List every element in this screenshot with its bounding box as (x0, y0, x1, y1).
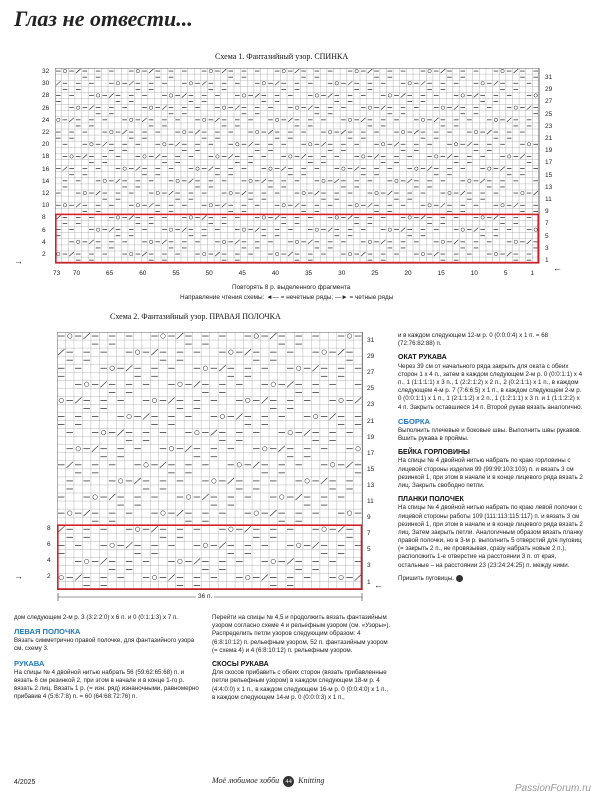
paragraph: и в каждом следующем 12-м р. 0 (0:0:0:4) x 1 п. = 68 (72:76:82:88) п. (398, 332, 549, 348)
row-number: 5 (367, 546, 371, 554)
page-number: 44 (283, 776, 294, 787)
text-column-3 (398, 332, 584, 584)
column-number: 30 (338, 270, 346, 277)
paragraph-final (398, 575, 584, 583)
column-number: 25 (371, 270, 379, 277)
row-number: 11 (367, 498, 374, 505)
column-number: 40 (271, 270, 280, 277)
row-number: 27 (367, 369, 375, 377)
row-number: 6 (42, 226, 46, 234)
row-number: 17 (367, 449, 375, 457)
watermark: PassionForum.ru (514, 783, 591, 794)
odd-rows-note: = нечетные ряды; (280, 294, 334, 301)
direction-note: Направление чтения схемы: (180, 294, 265, 301)
row-number: 15 (545, 171, 553, 179)
column-number: 50 (205, 270, 213, 277)
column-number: 65 (106, 270, 114, 277)
row-number: 29 (545, 86, 553, 94)
column-number: 35 (304, 270, 313, 277)
magazine-brand: Knitting (298, 776, 325, 785)
row-number: 31 (367, 337, 375, 344)
arrow-right-icon: ← (374, 580, 383, 590)
column-number: 73 (53, 270, 61, 277)
paragraph: дом следующем 2-м р. 3 (3:2:2:0) x 6 п. и 0 (0:1:1:3) x 7 п. (14, 614, 178, 621)
row-number: 2 (42, 251, 46, 258)
row-number: 8 (47, 525, 51, 532)
scheme2-grid (57, 332, 363, 590)
column-number: 20 (404, 270, 412, 277)
arrow-left-icon: ◄— (266, 294, 281, 301)
section-heading-sleeve-cap: ОКАТ РУКАВА (398, 354, 447, 362)
column-number: 55 (172, 270, 180, 277)
row-number: 32 (42, 68, 50, 75)
page-title: Глаз не отвести... (14, 6, 193, 31)
column-number: 1 (530, 270, 534, 277)
row-number: 21 (367, 417, 375, 425)
magazine-name: Моё любимое хобби (212, 776, 280, 785)
column-number: 10 (470, 270, 478, 277)
row-number: 30 (42, 80, 50, 88)
row-number: 14 (42, 177, 50, 185)
row-number: 27 (545, 98, 553, 106)
row-number: 8 (42, 214, 46, 222)
row-number: 18 (42, 153, 50, 161)
scheme2-caption: Схема 2. Фантазийный узор. ПРАВАЯ ПОЛОЧКА (110, 312, 281, 321)
arrow-right-icon: ← (553, 263, 562, 273)
width-label: 36 п. (198, 593, 213, 600)
column-number: 60 (139, 270, 147, 277)
row-number: 28 (42, 92, 50, 100)
paragraph: На спицы № 4 двойной нитью набрать по краю горловины с лицевой стороны изделия 99 (99:99:103:103) п. и вязать 3 см резинкой 1, при этом в начале и в конце лицевого ряда вязать 2 лиц. Закрыть свободно петли. (398, 457, 583, 489)
direction-legend (180, 294, 393, 302)
row-number: 3 (367, 562, 371, 570)
row-number: 22 (42, 129, 50, 136)
section-heading-left-front: ЛЕВАЯ ПОЛОЧКА (14, 627, 81, 637)
scheme1-caption: Схема 1. Фантазийный узор. СПИНКА (215, 52, 349, 61)
paragraph: Выполнить плечевые и боковые швы. Выполнить швы рукавов. Вшить рукава в проймы. (398, 426, 581, 442)
row-number: 21 (545, 135, 553, 142)
repeat-highlight-box (56, 214, 538, 262)
issue-number: 4/2025 (14, 779, 36, 786)
row-number: 15 (367, 465, 375, 473)
row-number: 20 (42, 141, 50, 149)
row-number: 29 (367, 353, 375, 361)
row-number: 16 (42, 165, 50, 173)
grid-lines (55, 68, 539, 263)
row-number: 31 (545, 74, 553, 81)
row-number: 25 (545, 110, 553, 118)
row-number: 7 (545, 220, 549, 228)
paragraph: Для скосов прибавить с обеих сторон (вязать прибавленные петли рельефным узором) в каждом следующем 18-м р. 4 (4:4:0:0) x 1 п., в каждом следующем 16-м р. 0 (0:0:4:0) x 1 п., в каждом следующем 14-м р. 0 (0:0:0:3) x 1 п., (212, 669, 388, 701)
repeat-note: Повторять 8 р. выделенного фрагмента (232, 284, 351, 291)
row-number: 25 (367, 385, 375, 393)
row-number: 19 (367, 433, 375, 441)
row-number: 13 (545, 183, 553, 191)
paragraph: На спицы № 4 двойной нитью набрать 56 (59:62:65:68) п. и вязать 6 см резинкой 2, при этом в начале и в конце 1-го р. вязать 2 лиц. Вязать 1 р. (= изн. ряд) изнаночными, равномерно прибавив 4 (5:6:7:8) п. = 60 (64:68:72:76) п. (14, 668, 199, 701)
row-number: 10 (42, 202, 50, 210)
row-number: 19 (545, 147, 553, 155)
section-heading-sleeve-bevels: СКОСЫ РУКАВА (212, 660, 269, 668)
row-number: 26 (42, 104, 50, 112)
row-number: 1 (367, 578, 371, 586)
column-number: 45 (238, 270, 246, 277)
grid-lines (57, 332, 362, 590)
section-heading-front-bands: ПЛАНКИ ПОЛОЧЕК (398, 496, 464, 504)
row-number: 9 (367, 514, 371, 522)
row-number: 11 (545, 196, 552, 203)
row-number: 6 (47, 541, 51, 549)
text-column-2 (212, 614, 392, 703)
row-number: 7 (367, 530, 371, 538)
row-number: 17 (545, 159, 553, 167)
paragraph: На спицы № 4 двойной нитью набрать по краю левой полочки с лицевой стороны работы 109 (111:113:115:117) п. и вязать 3 см резинкой 1, при этом в начале и в конце лицевого ряда вязать 2 лиц. Затем закрыть петли. Аналогичным образом вязать планку правой полочки, но в 3-м р. выполнить 5 отверстий для пуговиц (= закрыть 2 п., не провязывая, сразу набрать новые 2 п.), расположить 1-е отверстие на расстоянии 3 п. от края, остальные – на расстоянии 23 (23:24:24:25) п. между ними. (398, 504, 583, 569)
stitch-symbols (56, 69, 538, 260)
arrow-left-icon: → (14, 571, 23, 581)
even-rows-note: = четные ряды (349, 294, 394, 301)
scheme1-grid (55, 68, 540, 268)
final-sentence: Пришить пуговицы. (398, 574, 455, 582)
arrow-right-icon: —► (334, 294, 350, 301)
row-number: 24 (42, 116, 50, 124)
row-number: 4 (47, 557, 51, 565)
row-number: 13 (367, 481, 375, 489)
section-heading-sleeves: РУКАВА (14, 658, 45, 668)
magazine-footer (212, 776, 324, 787)
row-number: 9 (545, 208, 549, 216)
column-number: 70 (72, 270, 81, 277)
row-number: 5 (545, 232, 549, 240)
row-number: 23 (545, 122, 553, 130)
row-number: 1 (545, 257, 549, 264)
column-number: 5 (503, 270, 508, 277)
section-heading-neckband: БЕЙКА ГОРЛОВИНЫ (398, 449, 470, 457)
end-mark-icon (456, 575, 463, 582)
paragraph: Перейти на спицы № 4,5 и продолжить вязать фантазийным узором согласно схеме 4 и рельефным узором (см. «Узоры»). Распределить петли узоров следующим образом: 4 (6:8:10:12) п. рельефным узором, 52 п. фантазийным узором (= схема 4) и 4 (6:8:10:12) п. рельефным узором. (212, 614, 391, 654)
column-number: 15 (437, 270, 445, 277)
row-number: 23 (367, 401, 375, 409)
row-number: 2 (47, 573, 51, 581)
row-number: 4 (42, 238, 46, 246)
text-column-1 (14, 614, 200, 702)
paragraph: Через 39 см от начального ряда закрыть для оката с обеих сторон 1 x 4 п., затем в каждом следующем 2-м р. 0 (0:0:1:1) x 4 п., 1 (1:1:1:1) x 3 п., 1 (2:2:1:2) x 2 п., 2 (0:2:1:1) x 1 п., в каждом следующем 4-м р. 7 (7:6:6:5) x 1 п., в каждом следующем 2-м р. 0 (0:0:1:1) x 1 п., 1 (2:1:1:2) x 2 п., 1 (1:2:1:1) x 3 п. и 1 (1:1:2:2) x 4 п. Закрыть оставшиеся 14 п. Второй рукав вязать аналогично. (398, 362, 583, 411)
arrow-left-icon: → (14, 256, 23, 266)
row-number: 3 (545, 244, 549, 252)
row-number: 12 (42, 190, 50, 197)
paragraph: Вязать симметрично правой полочке, для фантазийного узора см. схему 3. (14, 637, 195, 653)
section-heading-assembly: СБОРКА (398, 416, 431, 426)
